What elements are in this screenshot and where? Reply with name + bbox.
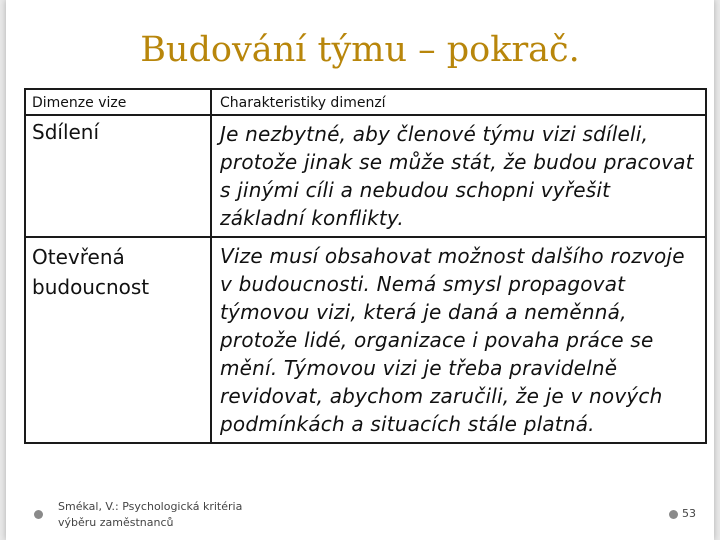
description-cell (211, 115, 706, 237)
slide (6, 0, 714, 540)
dimensions-table (24, 88, 707, 444)
table-row (25, 237, 706, 443)
table-header-row (25, 89, 706, 115)
column-header-characteristics: Charakteristiky dimenzí (211, 89, 706, 115)
description-text: Vize musí obsahovat možnost dalšího rozvoje v budoucnosti. Nemá smysl propagovat týmovou vizi, která je daná a neměnná, protože lidé, organizace i povaha práce se mění. Týmovou vizi je třeba pravidelně revidovat, abychom zaručili, že je v nových podmínkách a situacích stále platná. (220, 244, 685, 436)
footer-source: Smékal, V.: Psychologická kritéria výběru zaměstnanců (58, 500, 243, 529)
table-row (25, 115, 706, 237)
dimension-cell: Otevřená budoucnost (25, 237, 211, 443)
slide-title: Budování týmu – pokrač. (140, 30, 580, 70)
column-header-dimension: Dimenze vize (25, 89, 211, 115)
dimension-cell: Sdílení (25, 115, 211, 237)
description-text: Je nezbytné, aby členové týmu vizi sdíleli, protože jinak se může stát, že budou pracovat s jinými cíli a nebudou schopni vyřešit základní konflikty. (220, 122, 694, 230)
page-number: 53 (682, 507, 696, 520)
footer-bullet-icon (34, 510, 43, 519)
description-cell (211, 237, 706, 443)
page-bullet-icon (669, 510, 678, 519)
